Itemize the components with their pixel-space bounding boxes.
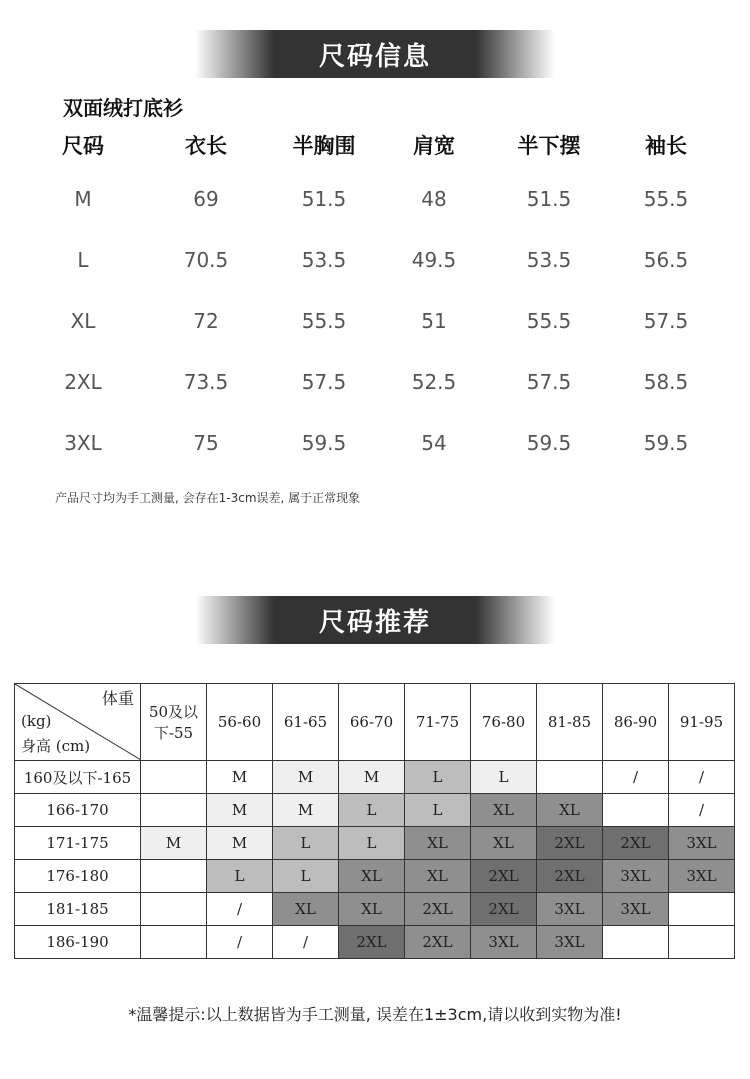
recommended-size-cell: 2XL bbox=[537, 827, 603, 860]
size-table-cell: 69 bbox=[193, 186, 219, 211]
height-range-label: 181-185 bbox=[15, 893, 141, 926]
weight-range-header: 66-70 bbox=[339, 684, 405, 761]
size-recommend-table bbox=[14, 683, 735, 959]
recommended-size-cell bbox=[669, 926, 735, 959]
size-table bbox=[28, 122, 728, 473]
recommended-size-cell: M bbox=[207, 761, 273, 794]
size-table-header-cell: 半胸围 bbox=[292, 134, 356, 158]
size-table-cell: L bbox=[77, 247, 89, 272]
size-table-cell: 51.5 bbox=[301, 186, 347, 211]
recommended-size-cell bbox=[669, 893, 735, 926]
recommended-size-cell: 3XL bbox=[603, 893, 669, 926]
recommended-size-cell: 3XL bbox=[669, 860, 735, 893]
recommended-size-cell: XL bbox=[339, 860, 405, 893]
recommend-row bbox=[15, 893, 735, 926]
recommended-size-cell: / bbox=[273, 926, 339, 959]
recommended-size-cell: / bbox=[603, 761, 669, 794]
size-table-cell: 51.5 bbox=[526, 186, 572, 211]
size-table-cell: 70.5 bbox=[183, 247, 229, 272]
recommended-size-cell: XL bbox=[471, 794, 537, 827]
recommended-size-cell: 2XL bbox=[603, 827, 669, 860]
height-range-label: 176-180 bbox=[15, 860, 141, 893]
recommended-size-cell: 2XL bbox=[471, 860, 537, 893]
size-table-cell: 3XL bbox=[64, 430, 102, 455]
recommended-size-cell: L bbox=[339, 794, 405, 827]
size-table-cell: 72 bbox=[193, 308, 219, 333]
recommended-size-cell: 2XL bbox=[339, 926, 405, 959]
size-table-cell: 59.5 bbox=[301, 430, 347, 455]
size-table-cell: 53.5 bbox=[301, 247, 347, 272]
size-table-cell: 57.5 bbox=[643, 308, 689, 333]
size-table-cell: 52.5 bbox=[411, 369, 457, 394]
size-table-cell: 53.5 bbox=[526, 247, 572, 272]
recommend-row bbox=[15, 794, 735, 827]
recommended-size-cell: 3XL bbox=[537, 926, 603, 959]
height-range-label: 166-170 bbox=[15, 794, 141, 827]
recommended-size-cell: 3XL bbox=[603, 860, 669, 893]
weight-range-header: 91-95 bbox=[669, 684, 735, 761]
size-table-cell: 55.5 bbox=[526, 308, 572, 333]
weight-range-header: 71-75 bbox=[405, 684, 471, 761]
recommended-size-cell: M bbox=[273, 794, 339, 827]
measurement-note: 产品尺寸均为手工测量, 会存在1-3cm误差, 属于正常现象 bbox=[55, 491, 361, 505]
size-table-cell: 55.5 bbox=[643, 186, 689, 211]
recommended-size-cell: M bbox=[207, 827, 273, 860]
weight-range-header: 86-90 bbox=[603, 684, 669, 761]
weight-range-header: 76-80 bbox=[471, 684, 537, 761]
size-table-row bbox=[28, 229, 728, 290]
size-table-cell: XL bbox=[70, 308, 96, 333]
size-recommend-banner bbox=[195, 596, 555, 644]
size-table-cell: 57.5 bbox=[526, 369, 572, 394]
recommended-size-cell: L bbox=[207, 860, 273, 893]
height-label: 身高 (cm) bbox=[21, 737, 91, 755]
recommended-size-cell: M bbox=[339, 761, 405, 794]
size-table-cell: 73.5 bbox=[183, 369, 229, 394]
weight-range-header: 81-85 bbox=[537, 684, 603, 761]
product-name: 双面绒打底衫 bbox=[63, 96, 183, 120]
weight-range-header: 56-60 bbox=[207, 684, 273, 761]
recommended-size-cell: / bbox=[207, 893, 273, 926]
size-info-banner bbox=[195, 30, 555, 78]
recommended-size-cell: L bbox=[471, 761, 537, 794]
recommended-size-cell: L bbox=[405, 761, 471, 794]
recommended-size-cell: M bbox=[141, 827, 207, 860]
recommend-corner-cell bbox=[15, 684, 141, 761]
size-table-row bbox=[28, 168, 728, 229]
size-table-cell: 58.5 bbox=[643, 369, 689, 394]
size-table-cell: 59.5 bbox=[643, 430, 689, 455]
recommended-size-cell bbox=[141, 926, 207, 959]
recommend-row bbox=[15, 926, 735, 959]
recommended-size-cell: M bbox=[273, 761, 339, 794]
size-table-cell: M bbox=[74, 186, 92, 211]
recommend-row bbox=[15, 860, 735, 893]
weight-label: 体重 bbox=[101, 689, 134, 708]
size-info-title: 尺码信息 bbox=[318, 41, 431, 72]
weight-unit-label: (kg) bbox=[21, 712, 52, 730]
height-range-label: 171-175 bbox=[15, 827, 141, 860]
size-table-cell: 75 bbox=[193, 430, 219, 455]
size-table-header-cell: 尺码 bbox=[62, 134, 104, 158]
size-table-header-cell: 袖长 bbox=[645, 134, 687, 158]
size-table-row bbox=[28, 290, 728, 351]
recommended-size-cell bbox=[603, 794, 669, 827]
recommended-size-cell bbox=[537, 761, 603, 794]
size-table-cell: 54 bbox=[421, 430, 447, 455]
size-table-cell: 56.5 bbox=[643, 247, 689, 272]
size-table-cell: 59.5 bbox=[526, 430, 572, 455]
size-table-header-row bbox=[28, 122, 728, 168]
size-table-cell: 55.5 bbox=[301, 308, 347, 333]
recommended-size-cell bbox=[141, 860, 207, 893]
size-table-cell: 57.5 bbox=[301, 369, 347, 394]
recommended-size-cell: / bbox=[669, 761, 735, 794]
recommended-size-cell: 2XL bbox=[405, 926, 471, 959]
recommended-size-cell: / bbox=[669, 794, 735, 827]
recommended-size-cell: XL bbox=[405, 860, 471, 893]
size-table-cell: 2XL bbox=[64, 369, 102, 394]
height-range-label: 160及以下-165 bbox=[15, 761, 141, 794]
recommend-row bbox=[15, 761, 735, 794]
recommended-size-cell bbox=[141, 794, 207, 827]
recommended-size-cell: XL bbox=[273, 893, 339, 926]
recommended-size-cell bbox=[603, 926, 669, 959]
size-table-cell: 51 bbox=[421, 308, 447, 333]
recommend-header-row bbox=[15, 684, 735, 761]
recommended-size-cell bbox=[141, 761, 207, 794]
recommended-size-cell: L bbox=[273, 860, 339, 893]
recommended-size-cell: XL bbox=[339, 893, 405, 926]
size-table-cell: 49.5 bbox=[411, 247, 457, 272]
size-table-header-cell: 肩宽 bbox=[413, 134, 455, 158]
recommended-size-cell bbox=[141, 893, 207, 926]
recommended-size-cell: 2XL bbox=[405, 893, 471, 926]
recommended-size-cell: 2XL bbox=[471, 893, 537, 926]
size-table-header-cell: 衣长 bbox=[185, 134, 227, 158]
size-table-header-cell: 半下摆 bbox=[517, 134, 581, 158]
size-table-row bbox=[28, 351, 728, 412]
recommended-size-cell: XL bbox=[471, 827, 537, 860]
recommended-size-cell: 3XL bbox=[669, 827, 735, 860]
recommended-size-cell: / bbox=[207, 926, 273, 959]
weight-range-header: 50及以下-55 bbox=[141, 684, 207, 761]
size-recommend-title: 尺码推荐 bbox=[318, 607, 431, 638]
warm-tip-note: *温馨提示:以上数据皆为手工测量, 误差在1±3cm,请以收到实物为准! bbox=[128, 1005, 622, 1024]
recommended-size-cell: XL bbox=[405, 827, 471, 860]
recommended-size-cell: 2XL bbox=[537, 860, 603, 893]
recommended-size-cell: M bbox=[207, 794, 273, 827]
recommend-row bbox=[15, 827, 735, 860]
recommended-size-cell: L bbox=[339, 827, 405, 860]
size-table-row bbox=[28, 412, 728, 473]
recommended-size-cell: 3XL bbox=[471, 926, 537, 959]
weight-range-header: 61-65 bbox=[273, 684, 339, 761]
recommended-size-cell: 3XL bbox=[537, 893, 603, 926]
size-table-cell: 48 bbox=[421, 186, 447, 211]
recommended-size-cell: L bbox=[273, 827, 339, 860]
recommended-size-cell: XL bbox=[537, 794, 603, 827]
height-range-label: 186-190 bbox=[15, 926, 141, 959]
recommended-size-cell: L bbox=[405, 794, 471, 827]
